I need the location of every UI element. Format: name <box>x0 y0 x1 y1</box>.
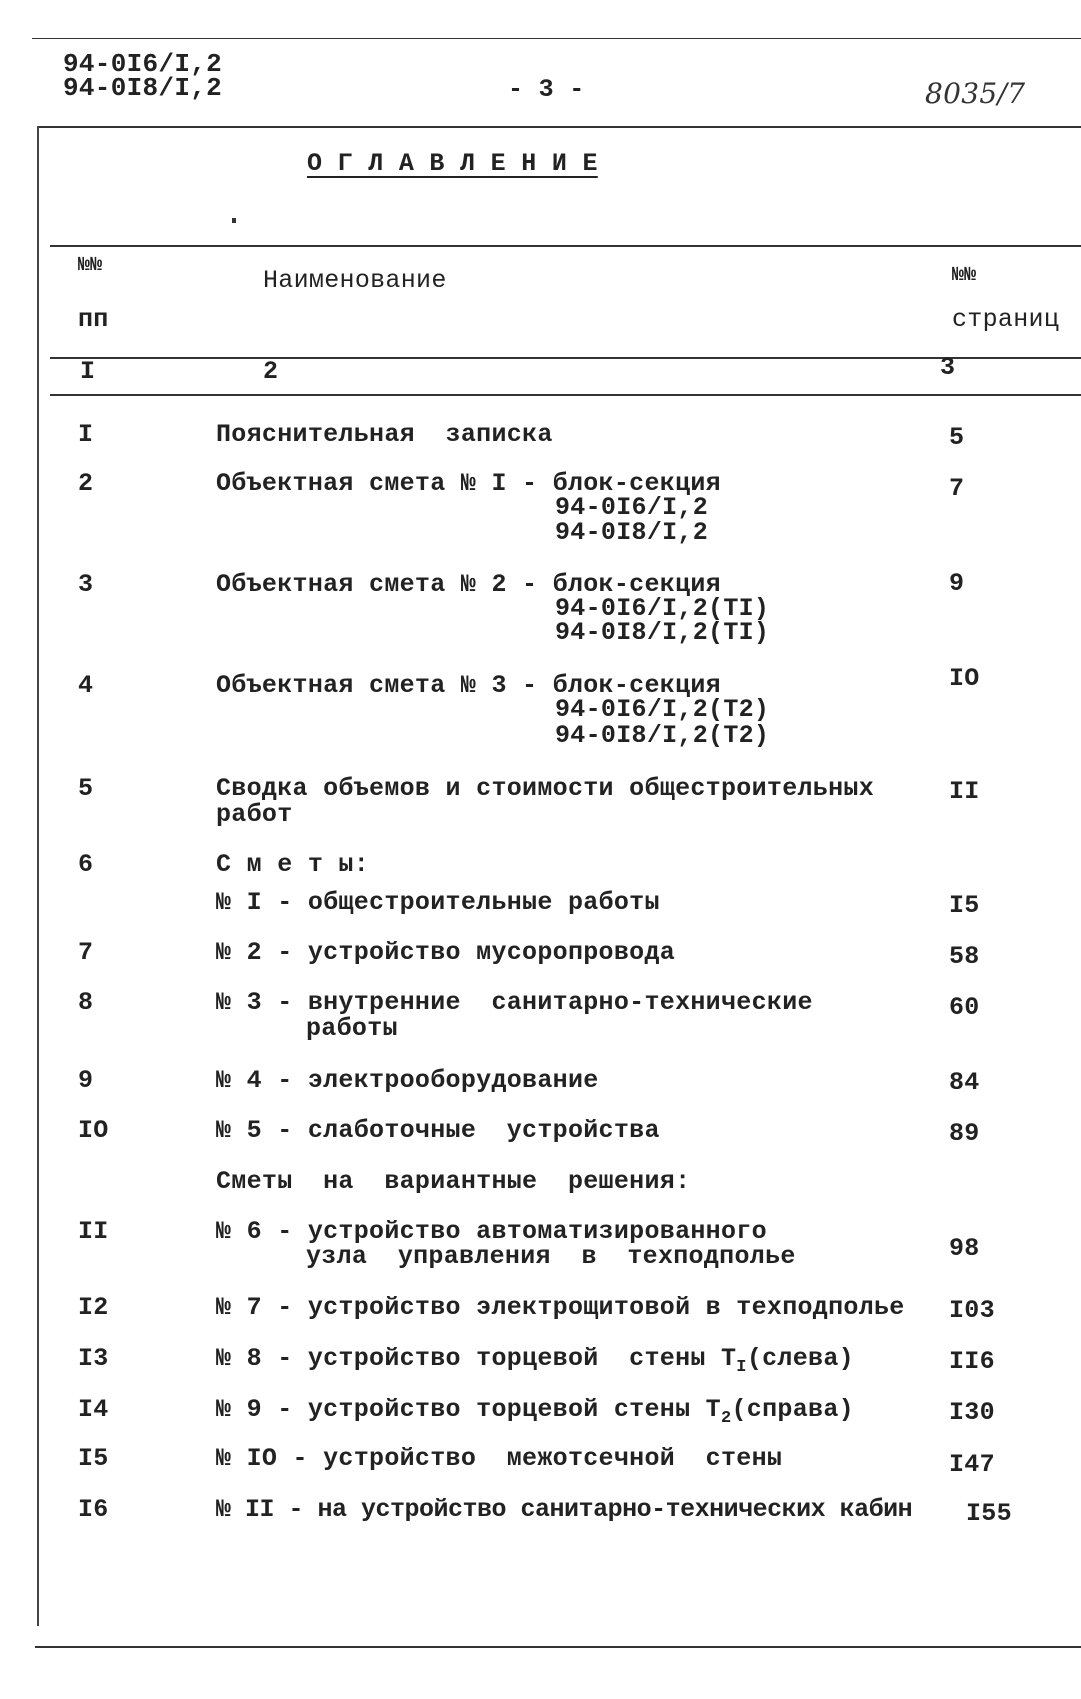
row-page: 7 <box>949 474 965 503</box>
row-name-text: № 9 - устройство торцевой стены T <box>216 1395 721 1424</box>
row-name: Объектная смета № I - блок-секция <box>216 469 721 498</box>
row-name-cont: 94-0I6/I,2 <box>555 493 709 522</box>
page-number: - 3 - <box>508 75 585 104</box>
subscript: I <box>736 1358 747 1377</box>
row-page: 84 <box>949 1068 980 1097</box>
row-name-cont: 94-0I8/I,2 <box>555 518 709 547</box>
row-name-cont: работы <box>306 1014 398 1043</box>
top-rule <box>32 38 1081 39</box>
col-number-header-1: №№ <box>78 254 103 277</box>
row-number: I3 <box>78 1344 109 1373</box>
row-number: IO <box>78 1116 109 1145</box>
row-number: I6 <box>78 1495 109 1524</box>
col-index-1: I <box>80 357 96 386</box>
row-name-text: № 8 - устройство торцевой стены T <box>216 1344 737 1373</box>
row-number: I <box>78 420 94 449</box>
row-number: 6 <box>78 850 94 879</box>
row-name: Объектная смета № 2 - блок-секция <box>216 570 721 599</box>
row-name: № 7 - устройство электрощитовой в техподполье <box>216 1293 905 1322</box>
row-number: 8 <box>78 988 94 1017</box>
row-page: I30 <box>949 1398 995 1427</box>
row-page: II6 <box>949 1347 995 1376</box>
table-top-rule <box>50 245 1081 247</box>
row-name: № II - на устройство санитарно-технических кабин <box>216 1495 913 1524</box>
row-name: Объектная смета № 3 - блок-секция <box>216 671 721 700</box>
row-number: 3 <box>78 570 94 599</box>
frame-top-rule <box>38 126 1081 128</box>
page-title: О Г Л А В Л Е Н И Е <box>307 149 598 178</box>
row-page: I47 <box>949 1450 995 1479</box>
row-number: 2 <box>78 469 94 498</box>
row-page: I03 <box>949 1296 995 1325</box>
row-page: 60 <box>949 993 980 1022</box>
frame-left-rule <box>37 126 39 1626</box>
row-name: № 3 - внутренние санитарно-технические <box>216 988 813 1017</box>
row-number: 4 <box>78 671 94 700</box>
row-name-cont: № I - общестроительные работы <box>216 888 660 917</box>
row-name-text: (слева) <box>746 1344 854 1373</box>
row-name-text: (справа) <box>731 1395 854 1424</box>
row-page: 58 <box>949 942 980 971</box>
row-name-cont: работ <box>216 800 293 829</box>
row-page: 98 <box>949 1234 980 1263</box>
header-bottom-rule <box>50 357 1081 359</box>
row-number: 9 <box>78 1066 94 1095</box>
row-number: I2 <box>78 1293 109 1322</box>
bottom-rule <box>35 1646 1081 1648</box>
col-page-header-2: страниц <box>952 305 1060 334</box>
row-name-cont: 94-0I6/I,2(T2) <box>555 695 770 724</box>
row-name-cont: узла управления в техподполье <box>306 1242 796 1271</box>
col-index-2: 2 <box>263 357 279 386</box>
stray-dot <box>232 218 236 223</box>
row-number: 5 <box>78 774 94 803</box>
row-name: № 5 - слаботочные устройства <box>216 1116 660 1145</box>
row-name: Пояснительная записка <box>216 420 553 449</box>
row-number: 7 <box>78 938 94 967</box>
row-name: № 4 - электрооборудование <box>216 1066 599 1095</box>
row-page: 89 <box>949 1119 980 1148</box>
row-name: С м е т ы: <box>216 850 370 879</box>
row-number: I4 <box>78 1395 109 1424</box>
row-name: № 2 - устройство мусоропровода <box>216 938 676 967</box>
handwritten-reference: 8035/7 <box>925 77 1026 110</box>
row-page: I5 <box>949 891 980 920</box>
document-code-1: 94-0I6/I,2 <box>63 49 223 79</box>
row-name: № IO - устройство межотсечной стены <box>216 1444 783 1473</box>
column-numbers-rule <box>50 394 1081 396</box>
subscript: 2 <box>720 1409 732 1428</box>
col-name-header: Наименование <box>263 266 447 295</box>
row-number: II <box>78 1217 109 1246</box>
row-name: Сводка объемов и стоимости общестроительных <box>216 774 875 803</box>
col-page-header-1: №№ <box>952 264 977 287</box>
row-page: 9 <box>949 569 965 598</box>
document-code-2: 94-0I8/I,2 <box>63 73 223 103</box>
row-page: I55 <box>966 1499 1012 1528</box>
section-heading: Сметы на вариантные решения: <box>216 1167 691 1196</box>
row-page: IO <box>949 664 980 693</box>
row-name-cont: 94-0I6/I,2(TI) <box>555 594 770 623</box>
row-name <box>216 1344 854 1377</box>
row-page: II <box>949 777 980 806</box>
col-index-3: 3 <box>940 353 956 382</box>
row-name-cont: 94-0I8/I,2(TI) <box>555 618 770 647</box>
row-page: 5 <box>949 423 965 452</box>
row-name-cont: 94-0I8/I,2(T2) <box>555 721 770 750</box>
row-number: I5 <box>78 1444 109 1473</box>
row-name: № 6 - устройство автоматизированного <box>216 1217 767 1246</box>
col-number-header-2: пп <box>78 305 109 334</box>
row-name <box>216 1395 854 1428</box>
